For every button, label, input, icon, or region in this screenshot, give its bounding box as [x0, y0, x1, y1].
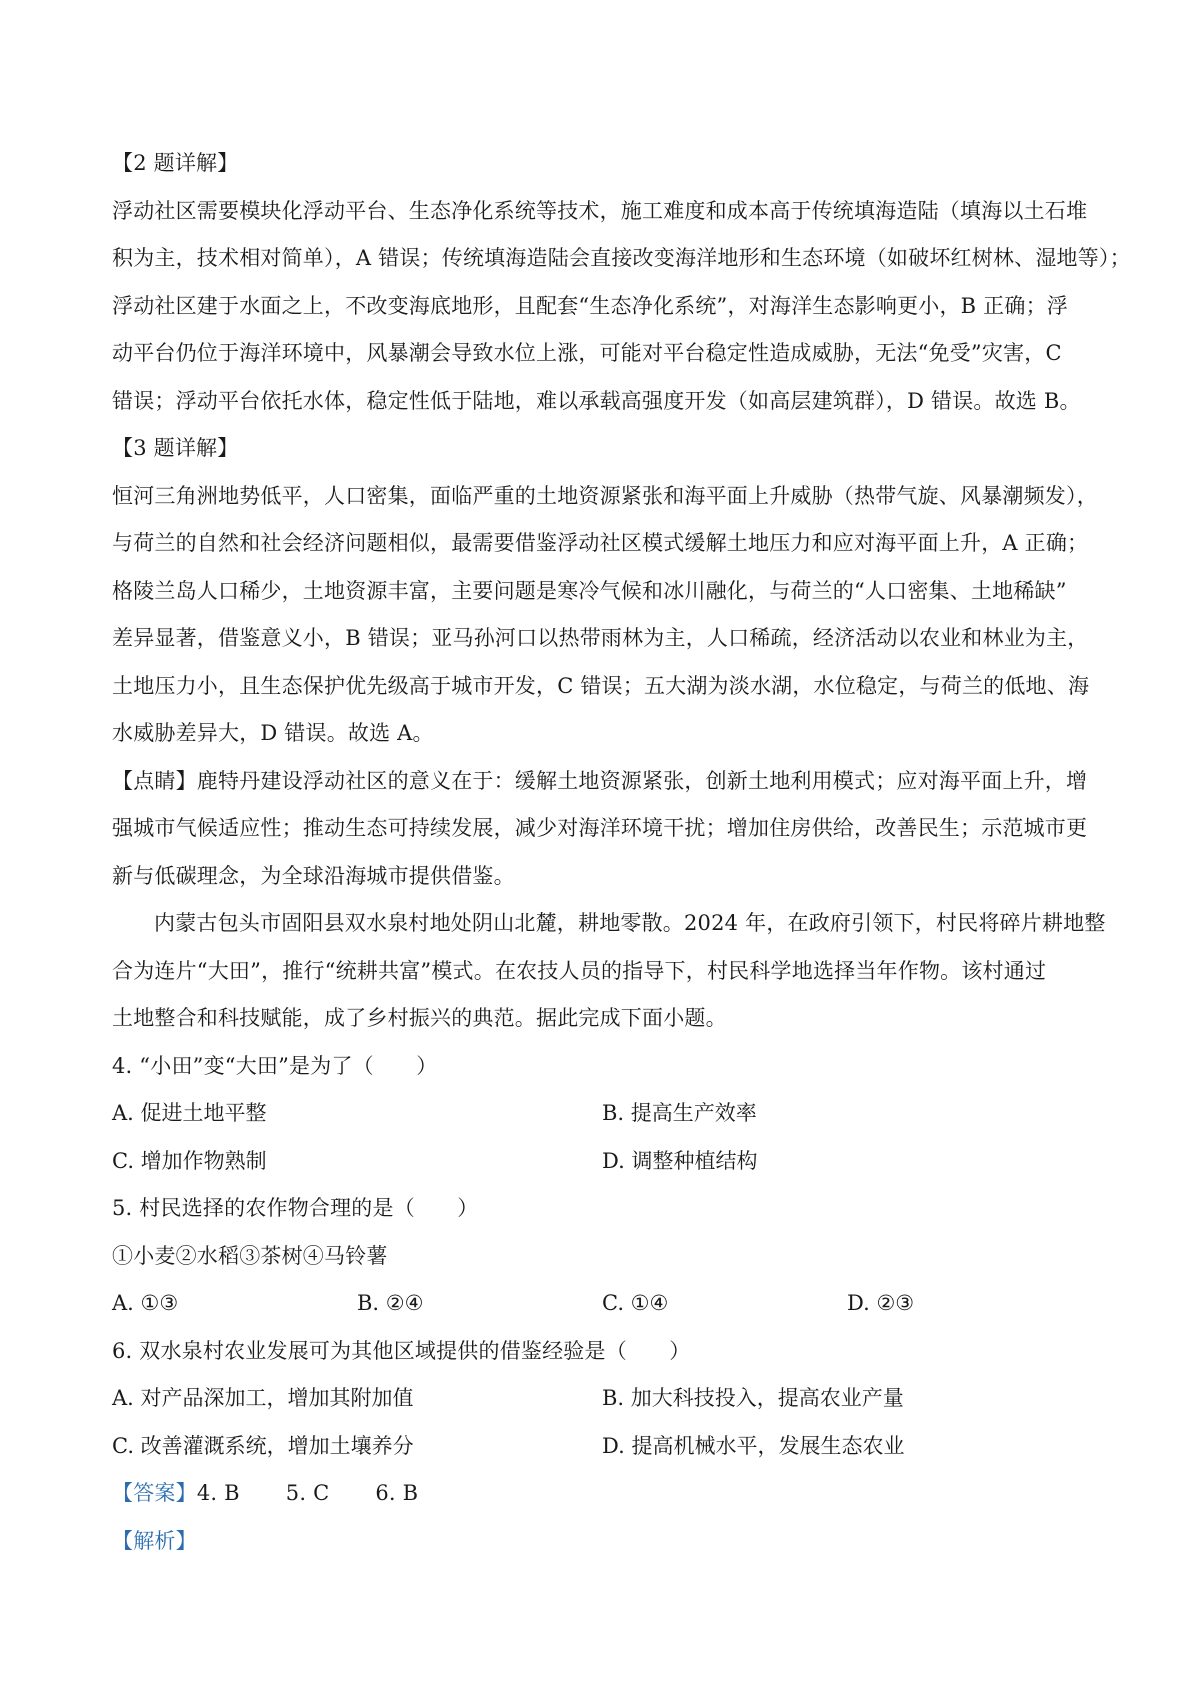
q2-line: 浮动社区建于水面之上，不改变海底地形，且配套“生态净化系统”，对海洋生态影响更小，B 正确；浮 — [112, 293, 1068, 318]
analysis-tag: 【解析】 — [112, 1528, 197, 1553]
q3-line: 与荷兰的自然和社会经济问题相似，最需要借鉴浮动社区模式缓解土地压力和应对海平面上升，A 正确； — [112, 531, 1089, 555]
tip-line: 新与低碳理念，为全球沿海城市提供借鉴。 — [112, 863, 515, 888]
q5-option-a: A. ①③ — [112, 1291, 179, 1315]
q6-option-b: B. 加大科技投入，提高农业产量 — [602, 1386, 904, 1410]
q6-option-c: C. 改善灌溉系统，增加土壤养分 — [112, 1433, 414, 1458]
q6-stem: 6. 双水泉村农业发展可为其他区域提供的借鉴经验是（ ） — [112, 1338, 691, 1363]
q4-option-c: C. 增加作物熟制 — [112, 1148, 267, 1173]
q3-line: 恒河三角洲地势低平，人口密集，面临严重的土地资源紧张和海平面上升威胁（热带气旋、风暴潮频发）， — [112, 483, 1098, 508]
q3-heading: 【3 题详解】 — [112, 436, 239, 460]
q3-line: 差异显著，借鉴意义小，B 错误；亚马孙河口以热带雨林为主，人口稀疏，经济活动以农业和林业为主， — [112, 626, 1089, 650]
material-line: 合为连片“大田”，推行“统耕共富”模式。在农技人员的指导下，村民科学地选择当年作物。该村通过 — [112, 958, 1047, 983]
q2-line: 浮动社区需要模块化浮动平台、生态净化系统等技术，施工难度和成本高于传统填海造陆（填海以土石堆 — [112, 198, 1088, 223]
answer-item: 4. B — [196, 1481, 240, 1505]
q3-line: 水威胁差异大，D 错误。故选 A。 — [112, 721, 434, 745]
q5-options-row — [112, 1280, 1092, 1328]
q5-stem: 5. 村民选择的农作物合理的是（ ） — [112, 1196, 479, 1220]
q4-option-d: D. 调整种植结构 — [602, 1148, 758, 1173]
q5-option-b: B. ②④ — [357, 1291, 424, 1315]
answer-tag: 【答案】 — [112, 1481, 197, 1505]
q6-option-a: A. 对产品深加工，增加其附加值 — [112, 1386, 414, 1410]
tip-line: 【点睛】鹿特丹建设浮动社区的意义在于：缓解土地资源紧张，创新土地利用模式；应对海平面上升，增 — [112, 768, 1088, 793]
q5-items: ①小麦②水稻③茶树④马铃薯 — [112, 1243, 388, 1268]
document-page — [112, 140, 1131, 1565]
q4-option-b: B. 提高生产效率 — [602, 1101, 757, 1125]
q4-options-row-1 — [112, 1090, 1092, 1138]
answer-line — [112, 1470, 1092, 1518]
material-line: 内蒙古包头市固阳县双水泉村地处阴山北麓，耕地零散。2024 年，在政府引领下，村民将碎片耕地整 — [154, 911, 1106, 935]
q5-option-d: D. ②③ — [847, 1291, 915, 1315]
q6-options-row-2 — [112, 1423, 1092, 1471]
q6-options-row-1 — [112, 1375, 1092, 1423]
q4-stem: 4. “小田”变“大田”是为了（ ） — [112, 1053, 438, 1078]
q6-option-d: D. 提高机械水平，发展生态农业 — [602, 1433, 905, 1458]
q2-line: 错误；浮动平台依托水体，稳定性低于陆地，难以承载高强度开发（如高层建筑群），D 错误。故选 B。 — [112, 388, 1081, 413]
answer-item: 5. C — [285, 1481, 330, 1505]
q3-line: 土地压力小，且生态保护优先级高于城市开发，C 错误；五大湖为淡水湖，水位稳定，与荷兰的低地、海 — [112, 673, 1090, 698]
q3-line: 格陵兰岛人口稀少，土地资源丰富，主要问题是寒冷气候和冰川融化，与荷兰的“人口密集、土地稀缺” — [112, 578, 1067, 603]
q2-line: 动平台仍位于海洋环境中，风暴潮会导致水位上涨，可能对平台稳定性造成威胁，无法“免受”灾害，C — [112, 341, 1062, 365]
q4-option-a: A. 促进土地平整 — [112, 1101, 267, 1125]
q4-options-row-2 — [112, 1138, 1092, 1186]
material-line: 土地整合和科技赋能，成了乡村振兴的典范。据此完成下面小题。 — [112, 1006, 727, 1030]
q2-heading: 【2 题详解】 — [112, 151, 239, 175]
analysis-line — [112, 1518, 1092, 1566]
q5-option-c: C. ①④ — [602, 1291, 669, 1315]
tip-line: 强城市气候适应性；推动生态可持续发展，减少对海洋环境干扰；增加住房供给，改善民生；示范城市更 — [112, 816, 1088, 840]
q2-line: 积为主，技术相对简单），A 错误；传统填海造陆会直接改变海洋地形和生态环境（如破坏红树林、湿地等）； — [112, 246, 1131, 270]
answer-item: 6. B — [375, 1481, 419, 1505]
